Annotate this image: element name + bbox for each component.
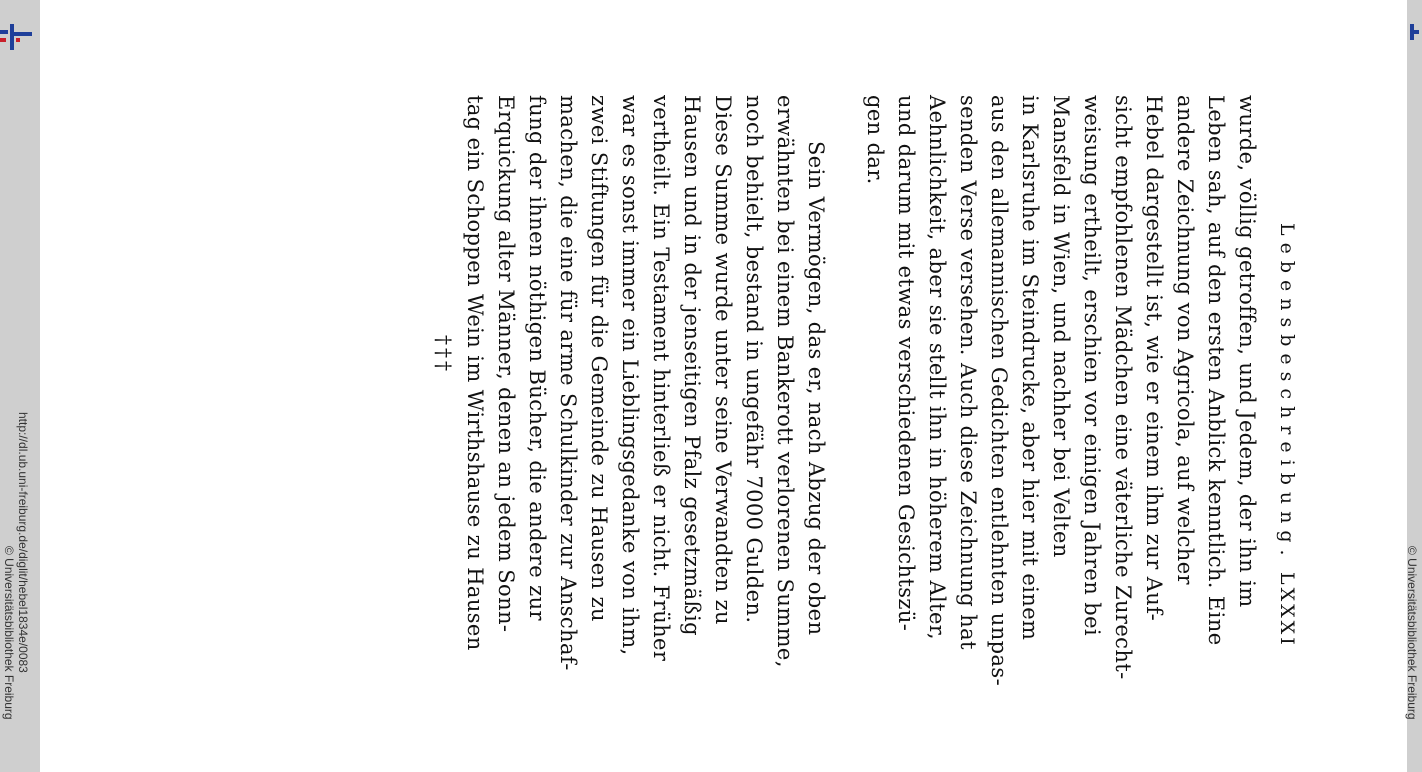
- paragraph-2: [459, 95, 831, 685]
- text-line: war es sonst immer ein Lieblingsgedanke von ihm,: [618, 95, 642, 656]
- copyright-notice-right: © Universitätsbibliothek Freiburg: [1405, 546, 1419, 720]
- text-line: tag ein Schoppen Wein im Wirthshause zu Hausen: [463, 95, 487, 651]
- page-header: [1262, 95, 1310, 685]
- text-line: in Karlsruhe im Steindrucke, aber hier mit einem: [1018, 95, 1042, 641]
- text-line: weisung ertheilt, erschien vor einigen Jahren bei: [1080, 95, 1104, 637]
- copyright-notice: © Universitätsbibliothek Freiburg: [2, 546, 16, 720]
- text-line: fung der ihnen nöthigen Bücher, die andere zur: [525, 95, 549, 621]
- text-line: machen, die eine für arme Schulkinder zur Anschaf-: [556, 95, 580, 671]
- running-head: Lebensbeschreibung.: [1276, 223, 1298, 563]
- page-number: LXXXI: [1276, 572, 1298, 648]
- text-line: sicht empfohlenen Mädchen eine väterliche Zurecht-: [1111, 95, 1135, 680]
- text-line: senden Verse versehen. Auch diese Zeichnung hat: [956, 95, 980, 650]
- text-line: Leben sah, auf den ersten Anblick kenntlich. Eine: [1204, 95, 1228, 646]
- text-line: erwähnten bei einem Bankerott verlorenen Summe,: [773, 95, 797, 668]
- text-line: Sein Vermögen, das er, nach Abzug der oben: [804, 141, 828, 636]
- text-line: Hausen und in der jenseitigen Pfalz gesetzmäßig: [680, 95, 704, 636]
- paragraph-gap: [831, 95, 859, 685]
- text-line: und darum mit etwas verschiedenen Gesichtszü-: [894, 95, 918, 632]
- text-line: andere Zeichnung von Agricola, auf welcher: [1173, 95, 1197, 585]
- text-line: Erquickung alter Männer, denen an jedem Sonn-: [494, 95, 518, 633]
- text-line: aus den allemannischen Gedichten entlehnten unpas-: [987, 95, 1011, 687]
- text-line: Mansfeld in Wien, und nachher bei Velten: [1049, 95, 1073, 558]
- text-line: Hebel dargestellt ist, wie er einem ihm zur Auf-: [1142, 95, 1166, 622]
- library-logo-icon: [0, 24, 34, 50]
- source-url: http://dl.ub.uni-freiburg.de/diglit/hebel1834e/0083: [16, 412, 30, 673]
- text-line: wurde, völlig getroffen, und Jedem, der ihn im: [1235, 95, 1259, 608]
- text-line: Aehnlichkeit, aber sie stellt ihn in höherem Alter,: [925, 95, 949, 640]
- scanned-page: [230, 95, 1310, 685]
- text-line: zwei Stiftungen für die Gemeinde zu Hausen zu: [587, 95, 611, 622]
- text-line: Diese Summe wurde unter seine Verwandten zu: [711, 95, 735, 625]
- text-line: vertheilt. Ein Testament hinterließ er nicht. Früher: [649, 95, 673, 662]
- text-line: gen dar.: [863, 95, 887, 185]
- paragraph-1: [859, 95, 1262, 685]
- signature-mark: †††: [432, 335, 456, 374]
- library-logo-icon-right: [1407, 24, 1419, 40]
- text-line: noch behielt, bestand in ungefähr 7000 Gulden.: [742, 95, 766, 624]
